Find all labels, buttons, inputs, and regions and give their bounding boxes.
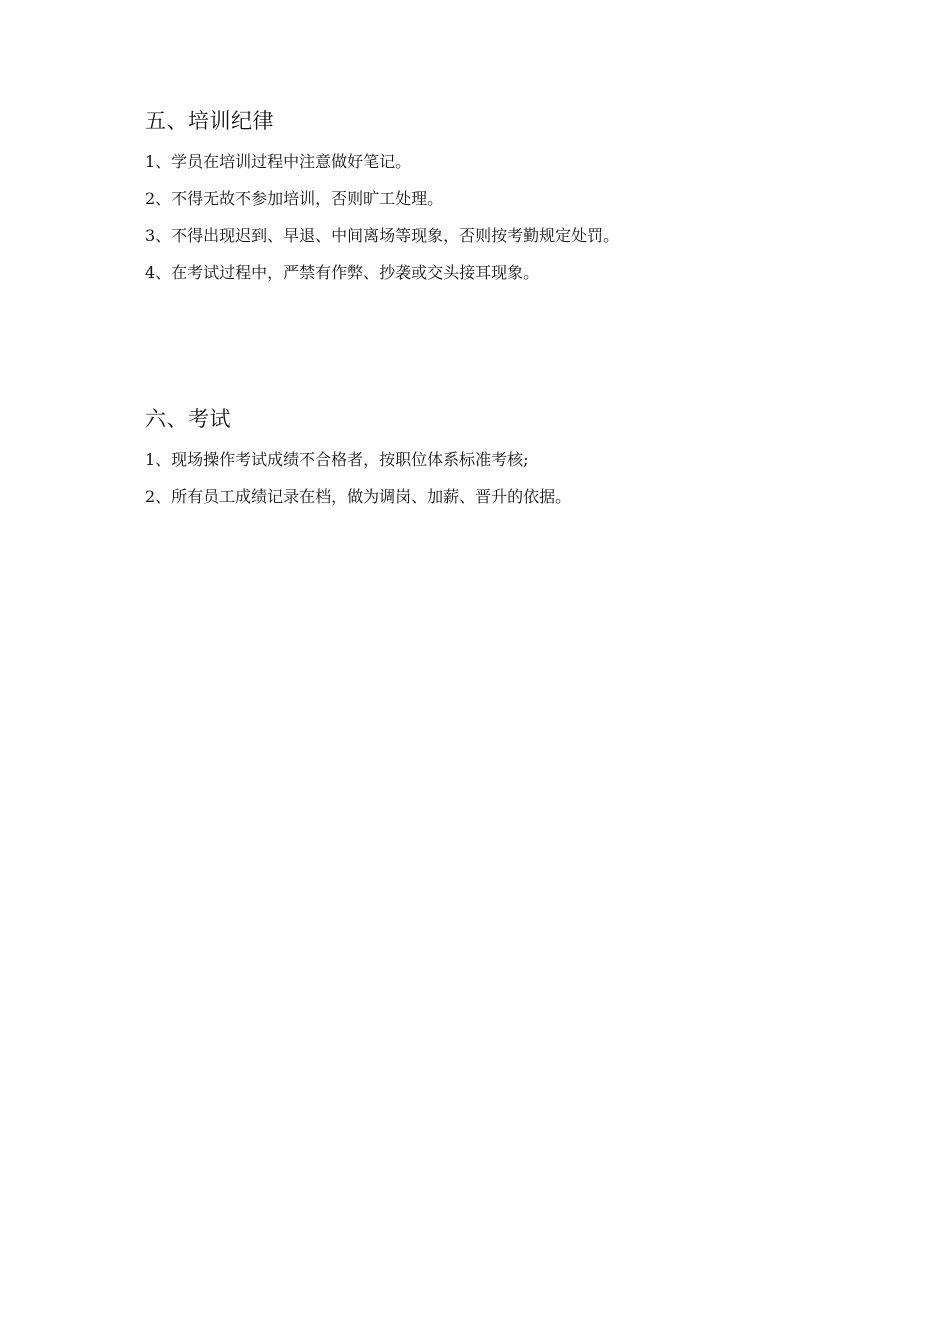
section-training-discipline (145, 106, 845, 298)
list-item: 4、在考试过程中，严禁有作弊、抄袭或交头接耳现象。 (145, 263, 540, 282)
section-exam (145, 404, 845, 522)
list-item: 3、不得出现迟到、早退、中间离场等现象，否则按考勤规定处罚。 (145, 226, 620, 245)
list-item: 2、不得无故不参加培训，否则旷工处理。 (145, 189, 444, 208)
section-heading: 六、考试 (145, 407, 231, 431)
list-item: 2、所有员工成绩记录在档，做为调岗、加薪、晋升的依据。 (145, 487, 572, 506)
list-item: 1、现场操作考试成绩不合格者，按职位体系标准考核; (145, 450, 529, 469)
section-heading: 五、培训纪律 (145, 109, 274, 133)
list-item: 1、学员在培训过程中注意做好笔记。 (145, 152, 412, 171)
